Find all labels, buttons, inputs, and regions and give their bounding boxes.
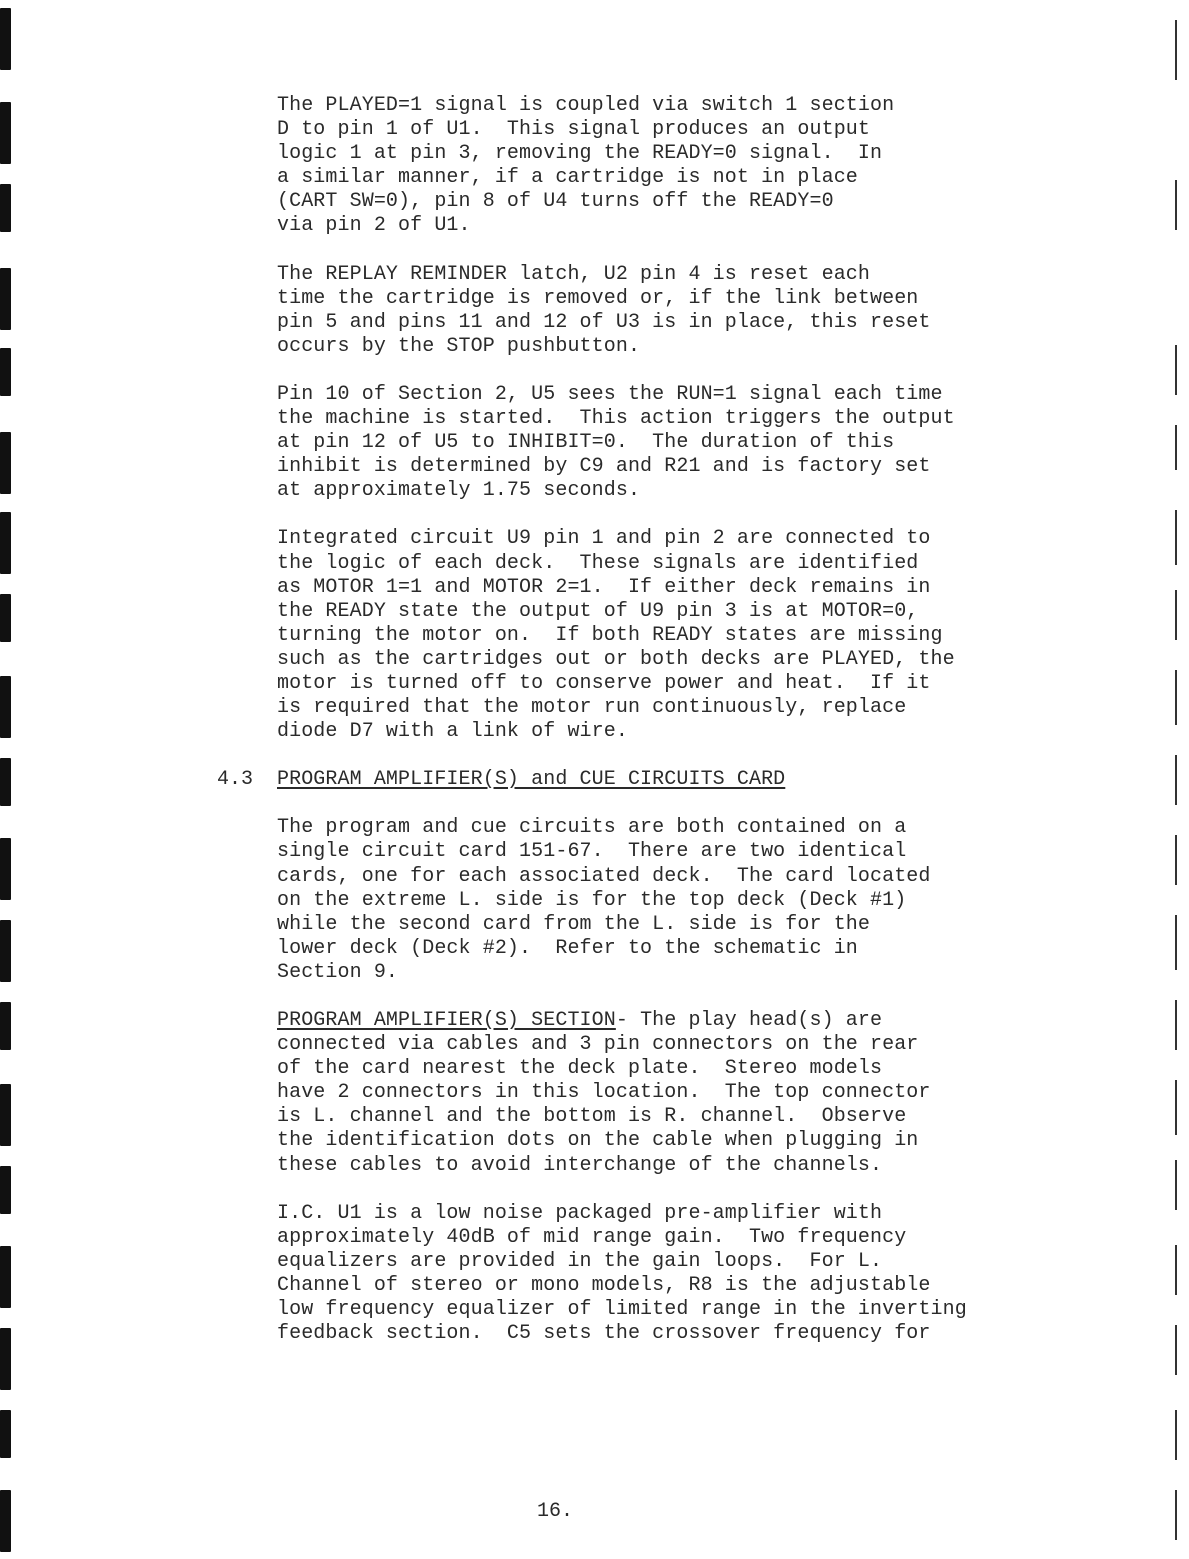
paragraph-motor-logic [277,527,997,744]
text-line: Channel of stereo or mono models, R8 is the adjustable [277,1273,931,1297]
paragraph-replay-reminder [277,263,997,359]
section-title: PROGRAM AMPLIFIER(S) and CUE CIRCUITS CARD [277,768,786,792]
text-line: equalizers are provided in the gain loops. For L. [277,1249,883,1273]
text-line: at pin 12 of U5 to INHIBIT=0. The duration of this [277,431,895,455]
page-number: 16. [537,1500,574,1523]
text-line: low frequency equalizer of limited range in the inverting [277,1298,967,1322]
text-line: of the card nearest the deck plate. Stereo models [277,1057,883,1081]
text-line: D to pin 1 of U1. This signal produces an output [277,118,870,142]
paragraph-preamp [277,1202,997,1347]
text-line: is L. channel and the bottom is R. channel. Observe [277,1105,907,1129]
paragraph-inhibit [277,383,997,503]
document-body [217,94,997,1346]
text-line: The REPLAY REMINDER latch, U2 pin 4 is reset each [277,262,870,286]
text-line: The PLAYED=1 signal is coupled via switch 1 section [277,94,895,117]
text-line: pin 5 and pins 11 and 12 of U3 is in place, this reset [277,310,931,334]
text-line: inhibit is determined by C9 and R21 and is factory set [277,455,931,479]
text-line: single circuit card 151-67. There are two identical [277,840,907,864]
text-line: the READY state the output of U9 pin 3 is at MOTOR=0, [277,599,919,623]
text-line: approximately 40dB of mid range gain. Two frequency [277,1225,907,1249]
text-line: cards, one for each associated deck. The card located [277,864,931,888]
section-number: 4.3 [217,768,254,792]
subsection-heading: PROGRAM AMPLIFIER(S) SECTION [277,1009,616,1032]
text-line: the identification dots on the cable when plugging in [277,1129,919,1153]
text-line: at approximately 1.75 seconds. [277,479,641,503]
text-line: such as the cartridges out or both decks are PLAYED, the [277,647,955,671]
text-line: the machine is started. This action triggers the output [277,407,955,431]
section-heading [217,768,997,792]
paragraph-played-signal [277,94,997,239]
text-line: a similar manner, if a cartridge is not in place [277,166,858,190]
text-line: connected via cables and 3 pin connectors on the rear [277,1033,919,1057]
text-line: motor is turned off to conserve power and heat. If it [277,671,931,695]
text-line: Pin 10 of Section 2, U5 sees the RUN=1 signal each time [277,382,943,406]
text-line: time the cartridge is removed or, if the link between [277,286,919,310]
paragraph-card-overview [277,816,997,985]
text-line: Section 9. [277,960,399,984]
text-line: is required that the motor run continuously, replace [277,696,907,720]
text-line: turning the motor on. If both READY states are missing [277,623,943,647]
text-line: via pin 2 of U1. [277,214,471,238]
text-line: the logic of each deck. These signals are identified [277,551,919,575]
text-line: as MOTOR 1=1 and MOTOR 2=1. If either deck remains in [277,575,931,599]
paragraph-program-amplifier [277,1009,997,1178]
text-line: lower deck (Deck #2). Refer to the schematic in [277,936,858,960]
text-line: have 2 connectors in this location. The top connector [277,1081,931,1105]
text-line: feedback section. C5 sets the crossover frequency for [277,1322,931,1346]
text-line: diode D7 with a link of wire. [277,720,628,744]
text-line: I.C. U1 is a low noise packaged pre-amplifier with [277,1201,883,1225]
text-line: while the second card from the L. side is for the [277,912,870,936]
text-line: these cables to avoid interchange of the channels. [277,1153,883,1177]
text-line: (CART SW=0), pin 8 of U4 turns off the READY=0 [277,190,834,214]
text-span: - The play head(s) are [615,1009,883,1032]
binding-edge [0,0,14,1559]
text-line: The program and cue circuits are both contained on a [277,816,907,840]
text-line: occurs by the STOP pushbutton. [277,334,641,358]
text-line: Integrated circuit U9 pin 1 and pin 2 are connected to [277,527,931,551]
text-line: on the extreme L. side is for the top deck (Deck #1) [277,888,907,912]
text-line: logic 1 at pin 3, removing the READY=0 signal. In [277,142,883,166]
